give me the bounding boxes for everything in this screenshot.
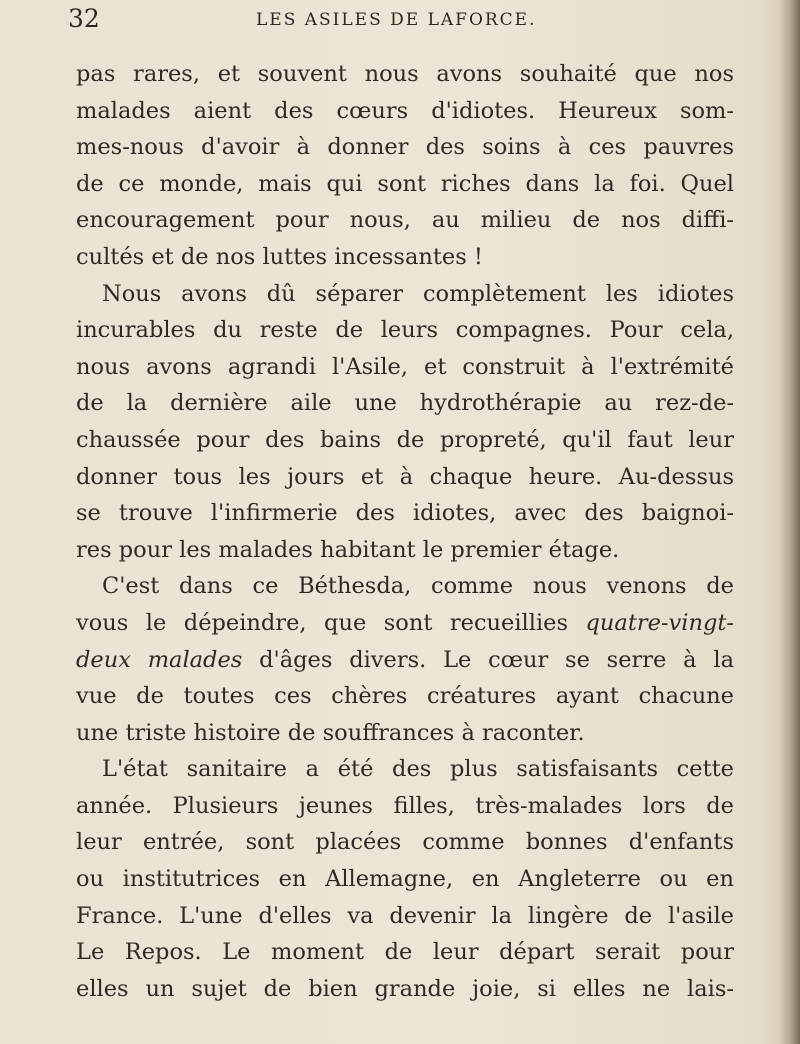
text-line: C'est dans ce Béthesda, comme nous venons de bbox=[102, 573, 734, 600]
text-line: res pour les malades habitant le premier étage. bbox=[76, 536, 620, 563]
text-line: chaussée pour des bains de propreté, qu'il faut leur bbox=[76, 426, 734, 453]
text-line: encouragement pour nous, au milieu de nos diffi- bbox=[76, 207, 734, 234]
text-line: une triste histoire de souffrances à raconter. bbox=[76, 719, 585, 746]
text-line bbox=[76, 642, 734, 679]
italic-text: quatre-vingt- bbox=[585, 609, 734, 636]
page-edge-shadow bbox=[778, 0, 800, 1044]
running-head: LES ASILES DE LAFORCE. bbox=[256, 10, 537, 30]
text-line: Le Repos. Le moment de leur départ serait pour bbox=[76, 939, 734, 966]
page-header bbox=[68, 4, 768, 36]
text-line: vue de toutes ces chères créatures ayant chacune bbox=[76, 683, 734, 710]
text-line: L'état sanitaire a été des plus satisfaisants cette bbox=[102, 756, 734, 783]
text-line: cultés et de nos luttes incessantes ! bbox=[76, 243, 483, 270]
text-line: malades aient des cœurs d'idiotes. Heureux som- bbox=[76, 97, 734, 124]
text-line bbox=[76, 605, 734, 642]
text-line: de ce monde, mais qui sont riches dans la foi. Quel bbox=[76, 170, 734, 197]
text-line: Nous avons dû séparer complètement les idiotes bbox=[102, 280, 734, 307]
italic-text: deux malades bbox=[76, 646, 243, 673]
text-line: France. L'une d'elles va devenir la lingère de l'asile bbox=[76, 902, 734, 929]
text-line: année. Plusieurs jeunes filles, très-malades lors de bbox=[76, 792, 734, 819]
text-line: pas rares, et souvent nous avons souhaité que nos bbox=[76, 61, 734, 87]
text-line: se trouve l'infirmerie des idiotes, avec des baignoi- bbox=[76, 500, 734, 527]
text-line: elles un sujet de bien grande joie, si elles ne lais- bbox=[76, 975, 734, 1002]
page-number: 32 bbox=[68, 4, 100, 33]
text-line: de la dernière aile une hydrothérapie au rez-de- bbox=[76, 390, 734, 417]
text-line: leur entrée, sont placées comme bonnes d'enfants bbox=[76, 829, 734, 856]
text-line: donner tous les jours et à chaque heure. Au-dessus bbox=[76, 463, 734, 490]
text-line: ou institutrices en Allemagne, en Angleterre ou en bbox=[76, 866, 734, 893]
text-run: vous le dépeindre, que sont recueillies bbox=[76, 609, 569, 636]
text-line: nous avons agrandi l'Asile, et construit à l'extrémité bbox=[76, 353, 734, 380]
text-line: mes-nous d'avoir à donner des soins à ces pauvres bbox=[76, 134, 734, 161]
body-text bbox=[76, 56, 734, 1007]
text-run: d'âges divers. Le cœur se serre à la bbox=[242, 646, 734, 673]
text-line: incurables du reste de leurs compagnes. Pour cela, bbox=[76, 317, 734, 344]
